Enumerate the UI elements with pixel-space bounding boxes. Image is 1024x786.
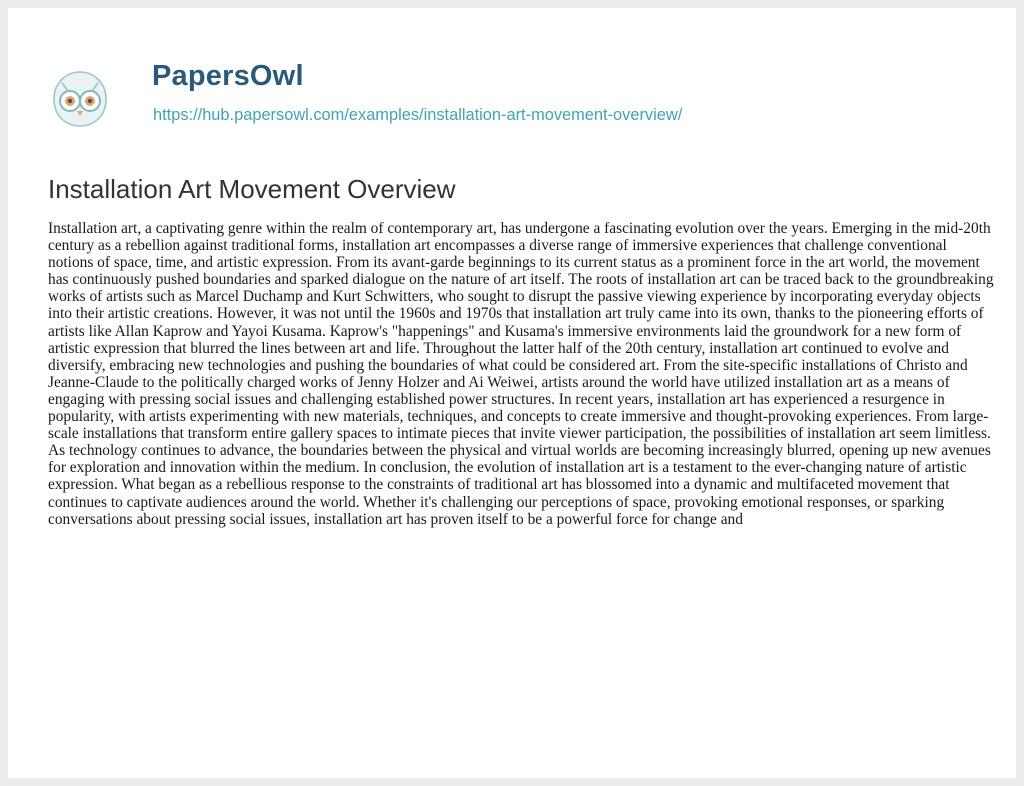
owl-logo-icon: [50, 69, 110, 129]
brand-name: PapersOwl: [152, 60, 304, 92]
page-title: Installation Art Movement Overview: [48, 174, 456, 204]
source-url-link[interactable]: https://hub.papersowl.com/examples/installation-art-movement-overview/: [153, 106, 683, 124]
document-page: [8, 8, 1016, 778]
header: [8, 8, 1016, 164]
article-body: Installation art, a captivating genre within the realm of contemporary art, has undergone a fascinating evolution over the years. Emerging in the mid-20th century as a rebellion against traditional forms, installation art encompasses a diverse range of immersive experiences that challenge conventional notions of space, time, and artistic expression. From its avant-garde beginnings to its current status as a prominent force in the art world, the movement has continuously pushed boundaries and sparked dialogue on the nature of art itself. The roots of installation art can be traced back to the groundbreaking works of artists such as Marcel Duchamp and Kurt Schwitters, who sought to disrupt the passive viewing experience by incorporating everyday objects into their artistic creations. However, it was not until the 1960s and 1970s that installation art truly came into its own, thanks to the pioneering efforts of artists like Allan Kaprow and Yayoi Kusama. Kaprow's "happenings" and Kusama's immersive environments laid the groundwork for a new form of artistic expression that blurred the lines between art and life. Throughout the latter half of the 20th century, installation art continued to evolve and diversify, embracing new technologies and pushing the boundaries of what could be considered art. From the site-specific installations of Christo and Jeanne-Claude to the politically charged works of Jenny Holzer and Ai Weiwei, artists around the world have utilized installation art as a means of engaging with pressing social issues and challenging established power structures. In recent years, installation art has experienced a resurgence in popularity, with artists experimenting with new materials, techniques, and concepts to create immersive and thought-provoking experiences. From large-scale installations that transform entire gallery spaces to intimate pieces that invite viewer participation, the possibilities of installation art seem limitless. As technology continues to advance, the boundaries between the physical and virtual worlds are becoming increasingly blurred, opening up new avenues for exploration and innovation within the medium. In conclusion, the evolution of installation art is a testament to the ever-changing nature of artistic expression. What began as a rebellious response to the constraints of traditional art has blossomed into a dynamic and multifaceted movement that continues to captivate audiences around the world. Whether it's challenging our perceptions of space, provoking emotional responses, or sparking conversations about pressing social issues, installation art has proven itself to be a powerful force for change and: [48, 220, 994, 528]
